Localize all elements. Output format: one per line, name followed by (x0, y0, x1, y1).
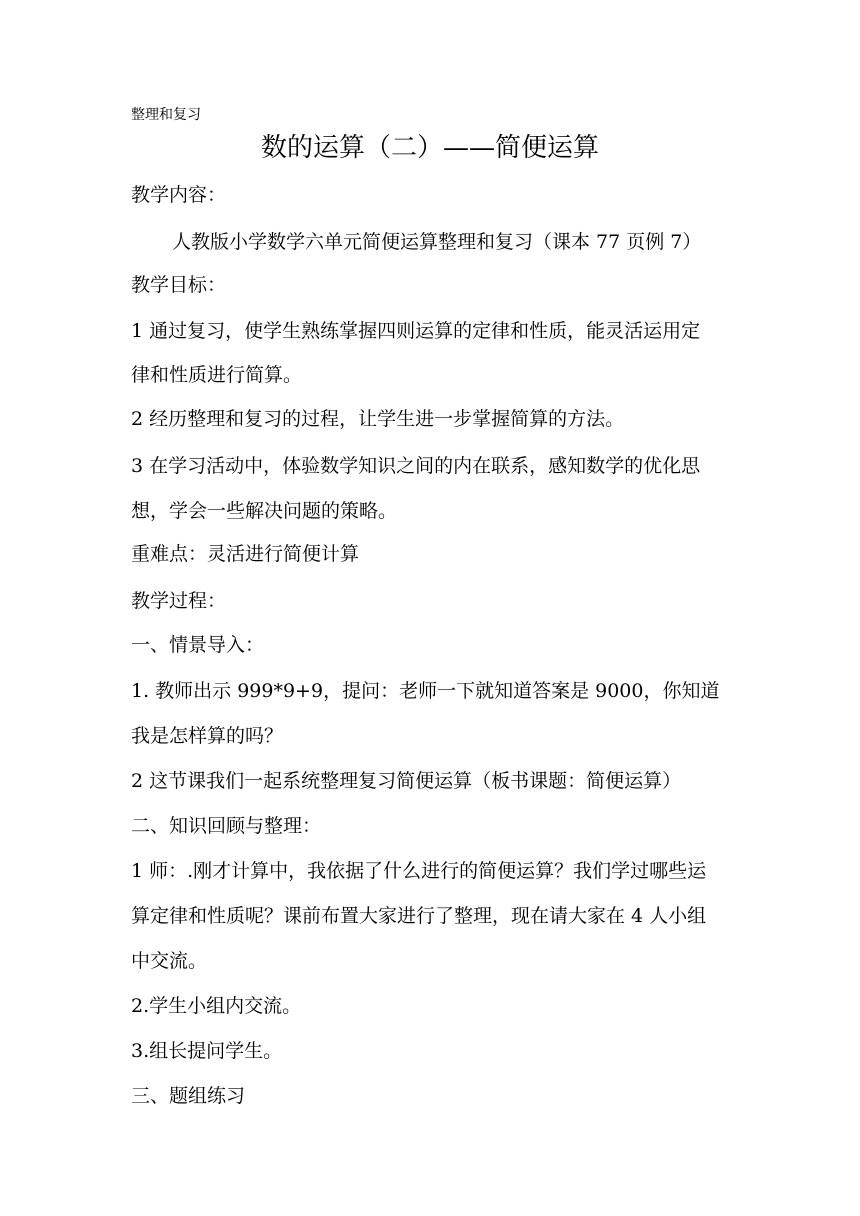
paragraph-line: 2 经历整理和复习的过程，让学生进一步掌握简算的方法。 (131, 408, 625, 430)
paragraph-line: 人教版小学数学六单元简便运算整理和复习（课本 77 页例 7） (172, 231, 702, 253)
paragraph-line: 律和性质进行简算。 (131, 364, 303, 386)
paragraph-line: 1. 教师出示 999*9+9，提问：老师一下就知道答案是 9000，你知道 (131, 680, 720, 702)
section-heading: 教学内容： (131, 184, 227, 206)
paragraph-line: 我是怎样算的吗？ (131, 725, 284, 747)
page-header: 整理和复习 (131, 107, 201, 123)
paragraph-line: 1 师：.刚才计算中，我依据了什么进行的简便运算？我们学过哪些运 (131, 860, 707, 882)
document-title: 数的运算（二）——简便运算 (260, 133, 599, 163)
paragraph-line: 3.组长提问学生。 (131, 1040, 283, 1062)
paragraph-line: 2.学生小组内交流。 (131, 995, 302, 1017)
paragraph-line: 2 这节课我们一起系统整理复习简便运算（板书课题：简便运算） (131, 770, 682, 792)
paragraph-line: 3 在学习活动中，体验数学知识之间的内在联系，感知数学的优化思 (131, 455, 701, 477)
paragraph-line: 想，学会一些解决问题的策略。 (131, 500, 398, 522)
section-heading: 教学过程： (131, 590, 227, 612)
section-heading: 二、知识回顾与整理： (131, 815, 322, 837)
section-heading: 一、情景导入： (131, 634, 265, 656)
paragraph-line: 重难点：灵活进行简便计算 (131, 543, 360, 565)
section-heading: 教学目标： (131, 274, 227, 296)
paragraph-line: 算定律和性质呢？课前布置大家进行了整理，现在请大家在 4 人小组 (131, 905, 707, 927)
section-heading: 三、题组练习 (131, 1085, 246, 1107)
paragraph-line: 1 通过复习，使学生熟练掌握四则运算的定律和性质，能灵活运用定 (131, 320, 701, 342)
paragraph-line: 中交流。 (131, 950, 208, 972)
